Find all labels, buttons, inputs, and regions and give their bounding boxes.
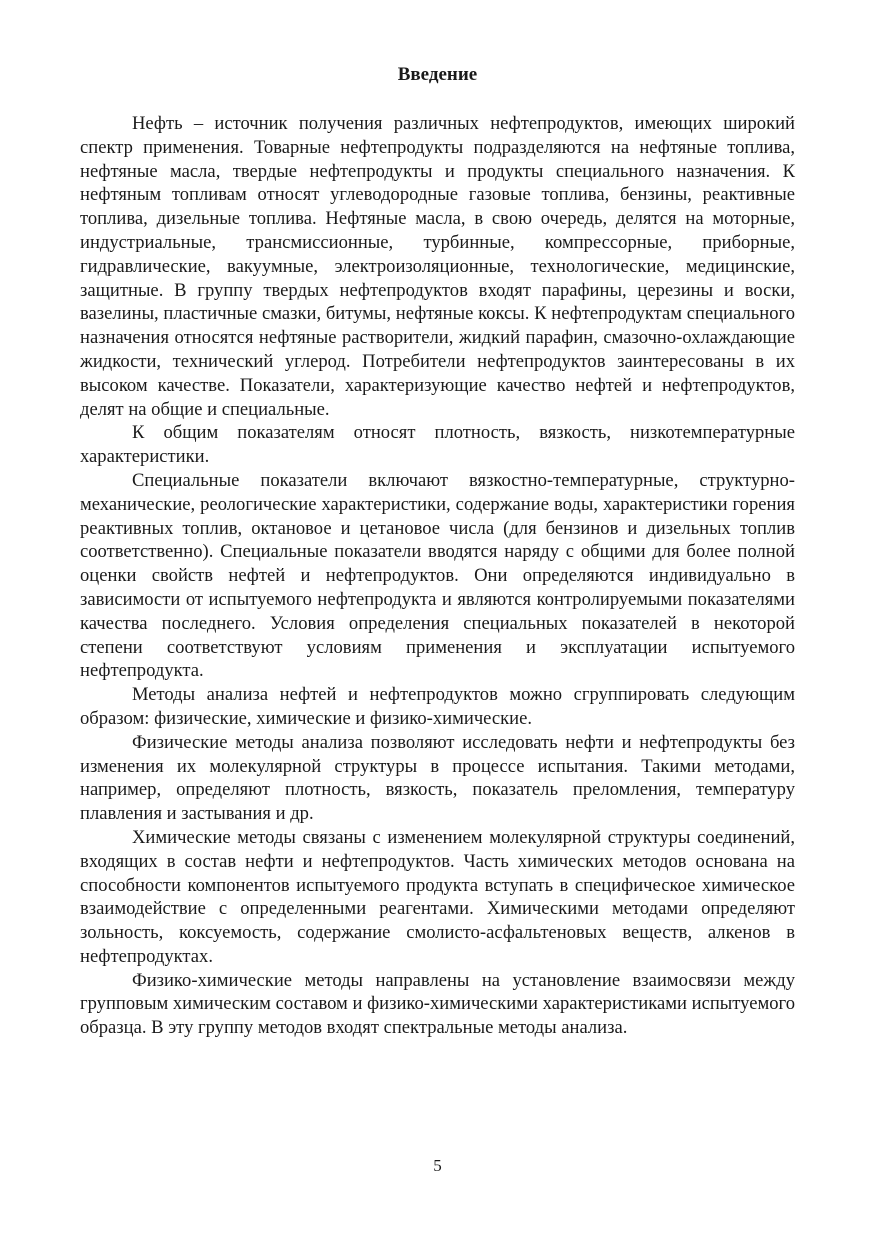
paragraph-special-indicators: Специальные показатели включают вязкостно-температурные, структурно-механические, реологические характеристики, содержание воды, характеристики горения реактивных топлив, октановое и цетановое числа (для бензинов и дизельных топлив соответственно). Специальные показатели вводятся наряду с общими для более полной оценки свойств нефтей и нефтепродуктов. Они определяются индивидуально в зависимости от испытуемого нефтепродукта и являются контролируемыми показателями качества последнего. Условия определения специальных показателей в некоторой степени соответствуют условиям применения и эксплуатации испытуемого нефтепродукта.: [80, 469, 795, 682]
paragraph-analysis-methods: Методы анализа нефтей и нефтепродуктов можно сгруппировать следующим образом: физические, химические и физико-химические.: [80, 684, 795, 729]
page-title: Введение: [397, 64, 478, 85]
paragraph-physicochemical-methods: Физико-химические методы направлены на установление взаимосвязи между групповым химическим составом и физико-химическими характеристиками испытуемого образца. В эту группу методов входят спектральные методы анализа.: [80, 969, 795, 1039]
page-number: 5: [433, 1156, 442, 1175]
document-page: [80, 64, 795, 1040]
document-body: [80, 112, 795, 1040]
paragraph-chemical-methods: Химические методы связаны с изменением молекулярной структуры соединений, входящих в состав нефти и нефтепродуктов. Часть химических методов основана на способности компонентов испытуемого продукта вступать в специфическое химическое взаимодействие с определенными реагентами. Химическими методами определяют зольность, коксуемость, содержание смолисто-асфальтеновых веществ, алкенов в нефтепродуктах.: [80, 826, 795, 967]
paragraph-introduction: Нефть – источник получения различных нефтепродуктов, имеющих широкий спектр применения. Товарные нефтепродукты подразделяются на нефтяные топлива, нефтяные масла, твердые нефтепродукты и продукты специального назначения. К нефтяным топливам относят углеводородные газовые топлива, бензины, реактивные топлива, дизельные топлива. Нефтяные масла, в свою очередь, делятся на моторные, индустриальные, трансмиссионные, турбинные, компрессорные, приборные, гидравлические, вакуумные, электроизоляционные, технологические, медицинские, защитные. В группу твердых нефтепродуктов входят парафины, церезины и воски, вазелины, пластичные смазки, битумы, нефтяные коксы. К нефтепродуктам специального назначения относятся нефтяные растворители, жидкий парафин, смазочно-охлаждающие жидкости, технический углерод. Потребители нефтепродуктов заинтересованы в их высоком качестве. Показатели, характеризующие качество нефтей и нефтепродуктов, делят на общие и специальные.: [80, 113, 795, 420]
paragraph-general-indicators: К общим показателям относят плотность, вязкость, низкотемпературные характеристики.: [80, 422, 795, 468]
paragraph-physical-methods: Физические методы анализа позволяют исследовать нефти и нефтепродукты без изменения их молекулярной структуры в процессе испытания. Такими методами, например, определяют плотность, вязкость, показатель преломления, температуру плавления и застывания и др.: [80, 731, 795, 825]
